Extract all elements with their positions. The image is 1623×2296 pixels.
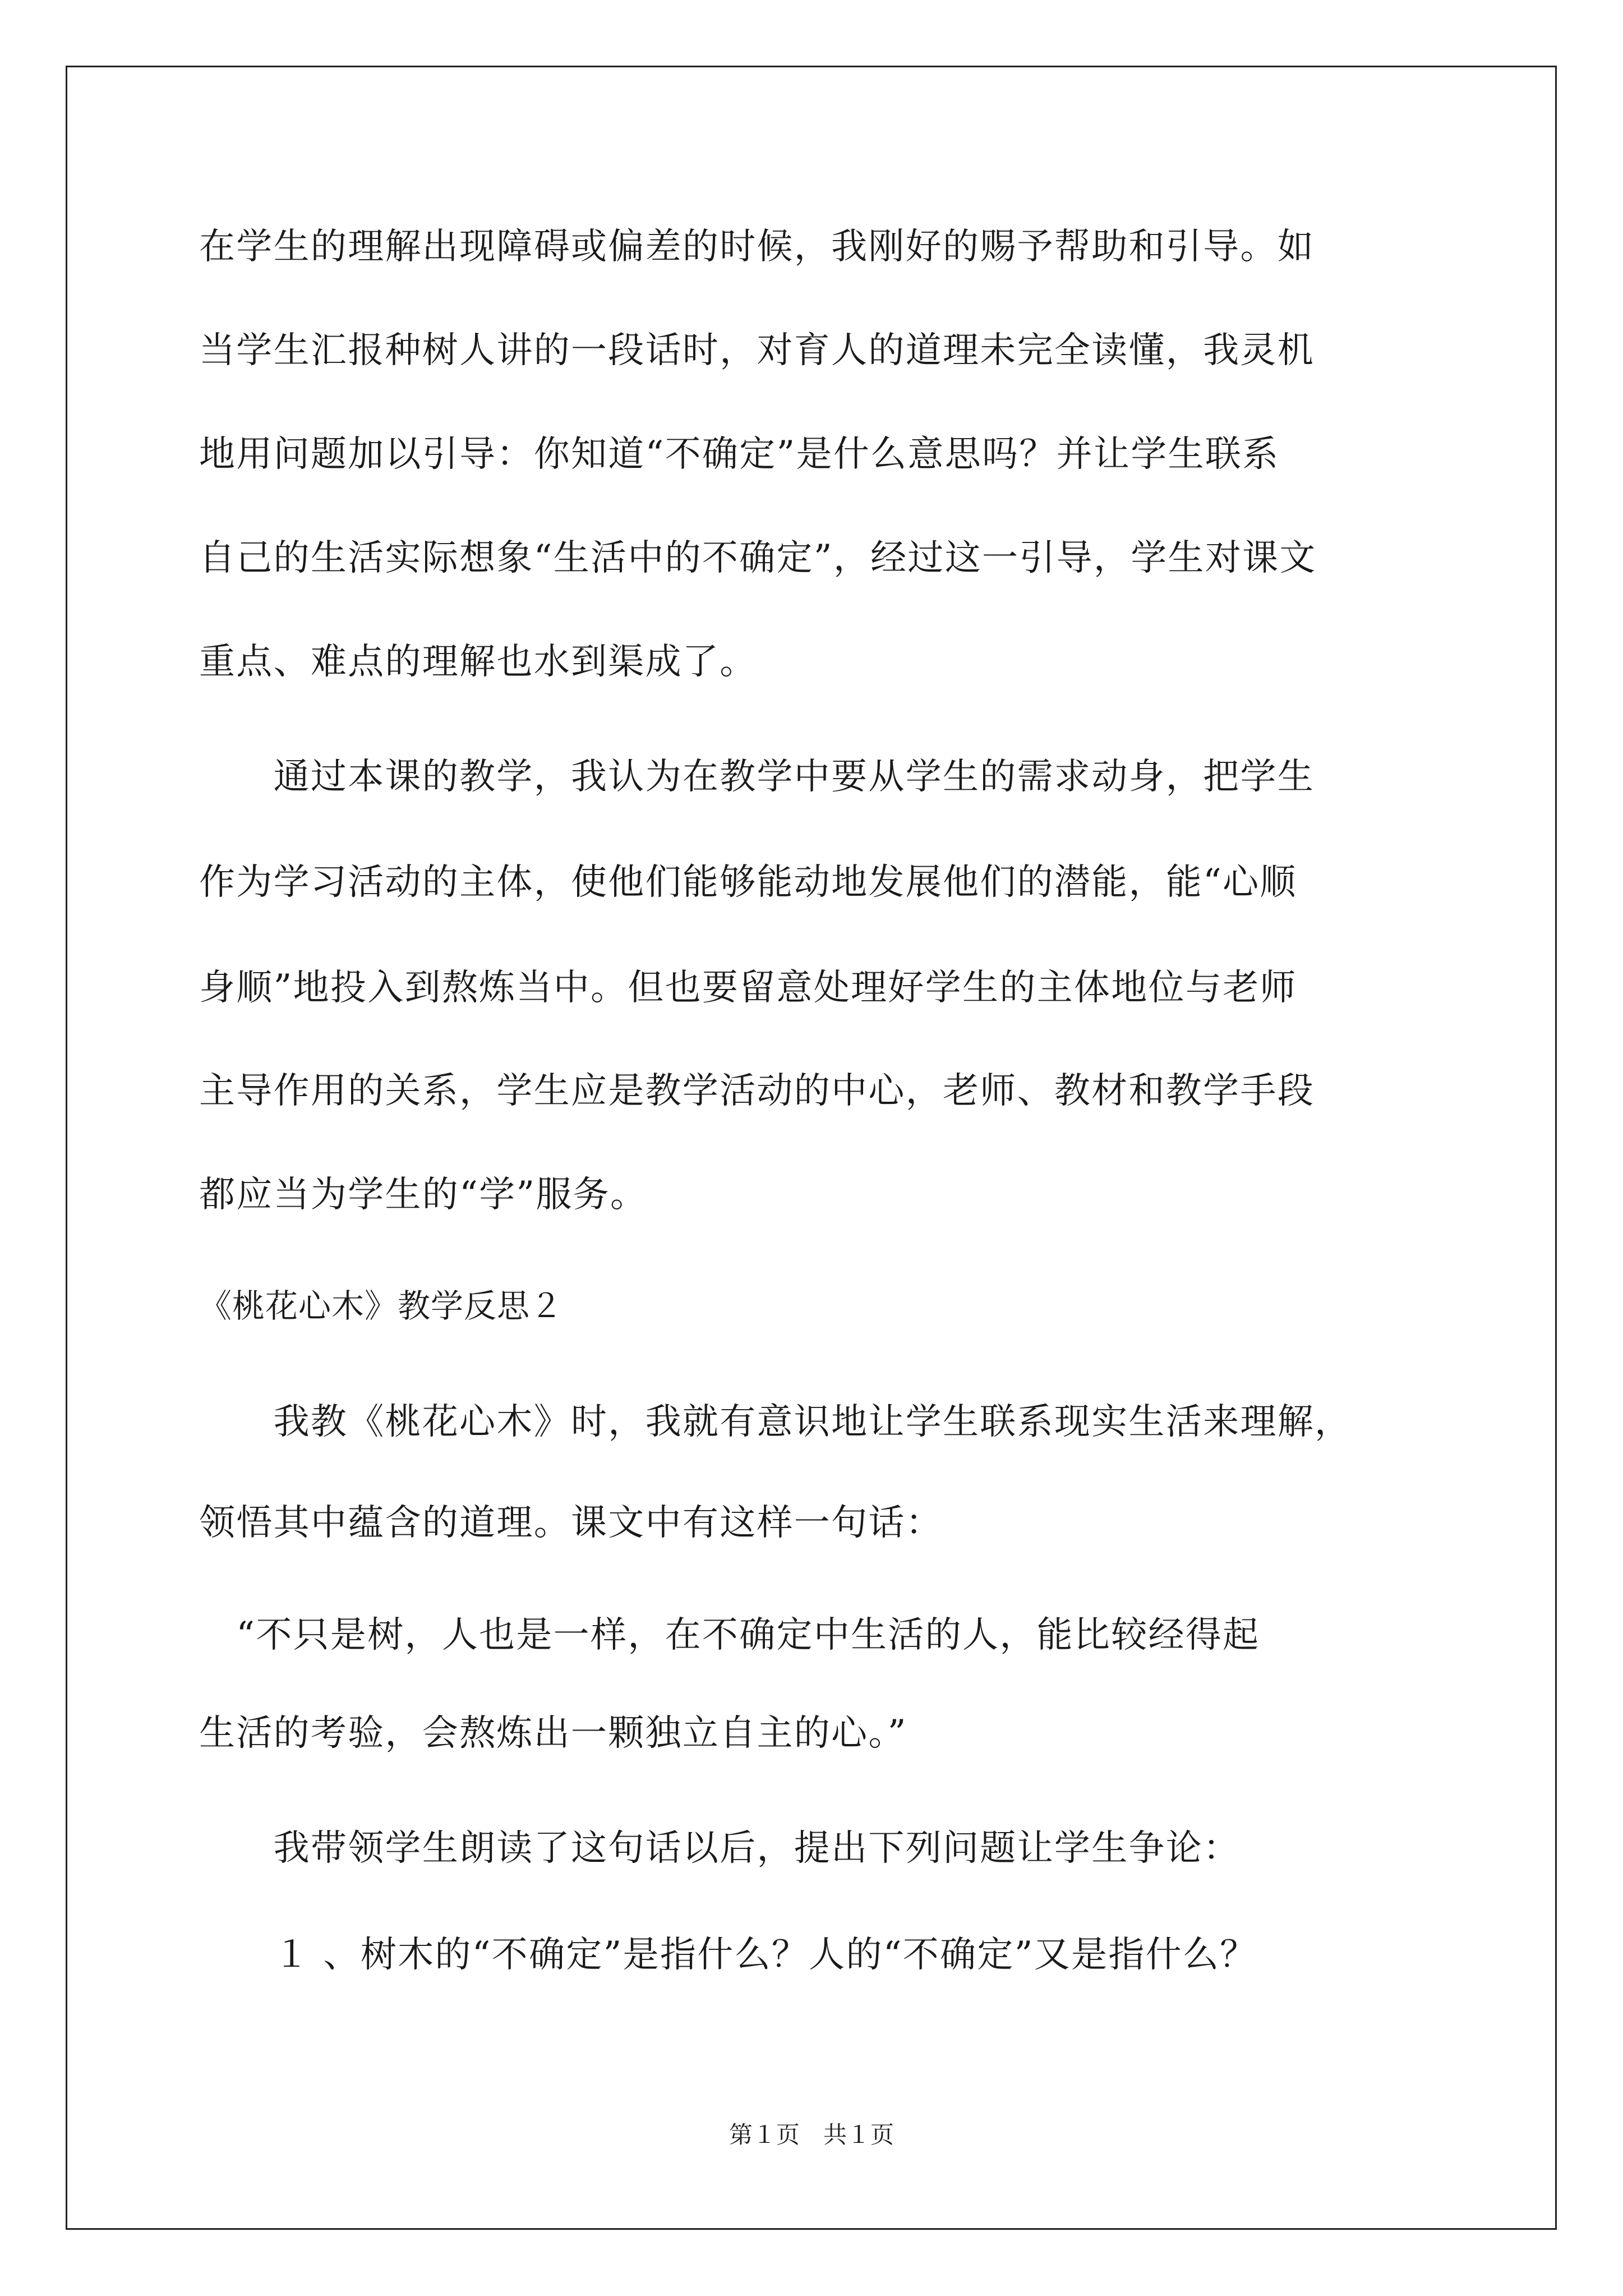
body-line-2: 当学生汇报种树人讲的一段话时，对育人的道理未完全读懂，我灵机 [199,330,1315,371]
body-line-12: 领悟其中蕴含的道理。课文中有这样一句话： [199,1502,943,1544]
body-line-11: 我教《桃花心木》时，我就有意识地让学生联系现实生活来理解， [199,1401,1352,1443]
body-line-10: 都应当为学生的“学”服务。 [199,1174,648,1216]
page-number-footer: 第１页 共１页 [728,2121,894,2148]
body-line-7: 作为学习活动的主体，使他们能够能动地发展他们的潜能，能“心顺 [199,862,1297,903]
page-border [66,66,1557,2230]
body-line-5: 重点、难点的理解也水到渠成了。 [199,641,757,683]
body-line-4: 自己的生活实际想象“生活中的不确定”，经过这一引导，学生对课文 [199,537,1317,579]
section-heading: 《桃花心木》教学反思２ [199,1287,564,1325]
body-line-9: 主导作用的关系，学生应是教学活动的中心，老师、教材和教学手段 [199,1070,1315,1112]
body-line-1: 在学生的理解出现障碍或偏差的时候，我刚好的赐予帮助和引导。如 [199,226,1315,268]
body-line-15: 我带领学生朗读了这句话以后，提出下列问题让学生争论： [199,1828,1241,1869]
body-line-14: 生活的考验，会熬炼出一颗独立自主的心。” [199,1713,907,1754]
body-line-3: 地用问题加以引导：你知道“不确定”是什么意思吗？并让学生联系 [199,434,1280,475]
body-line-8: 身顺”地投入到熬炼当中。但也要留意处理好学生的主体地位与老师 [199,967,1297,1009]
body-line-16: １ 、树木的“不确定”是指什么？人的“不确定”又是指什么？ [199,1934,1257,1976]
body-line-13: “不只是树，人也是一样，在不确定中生活的人，能比较经得起 [199,1614,1260,1656]
body-line-6: 通过本课的教学，我认为在教学中要从学生的需求动身，把学生 [199,756,1315,798]
